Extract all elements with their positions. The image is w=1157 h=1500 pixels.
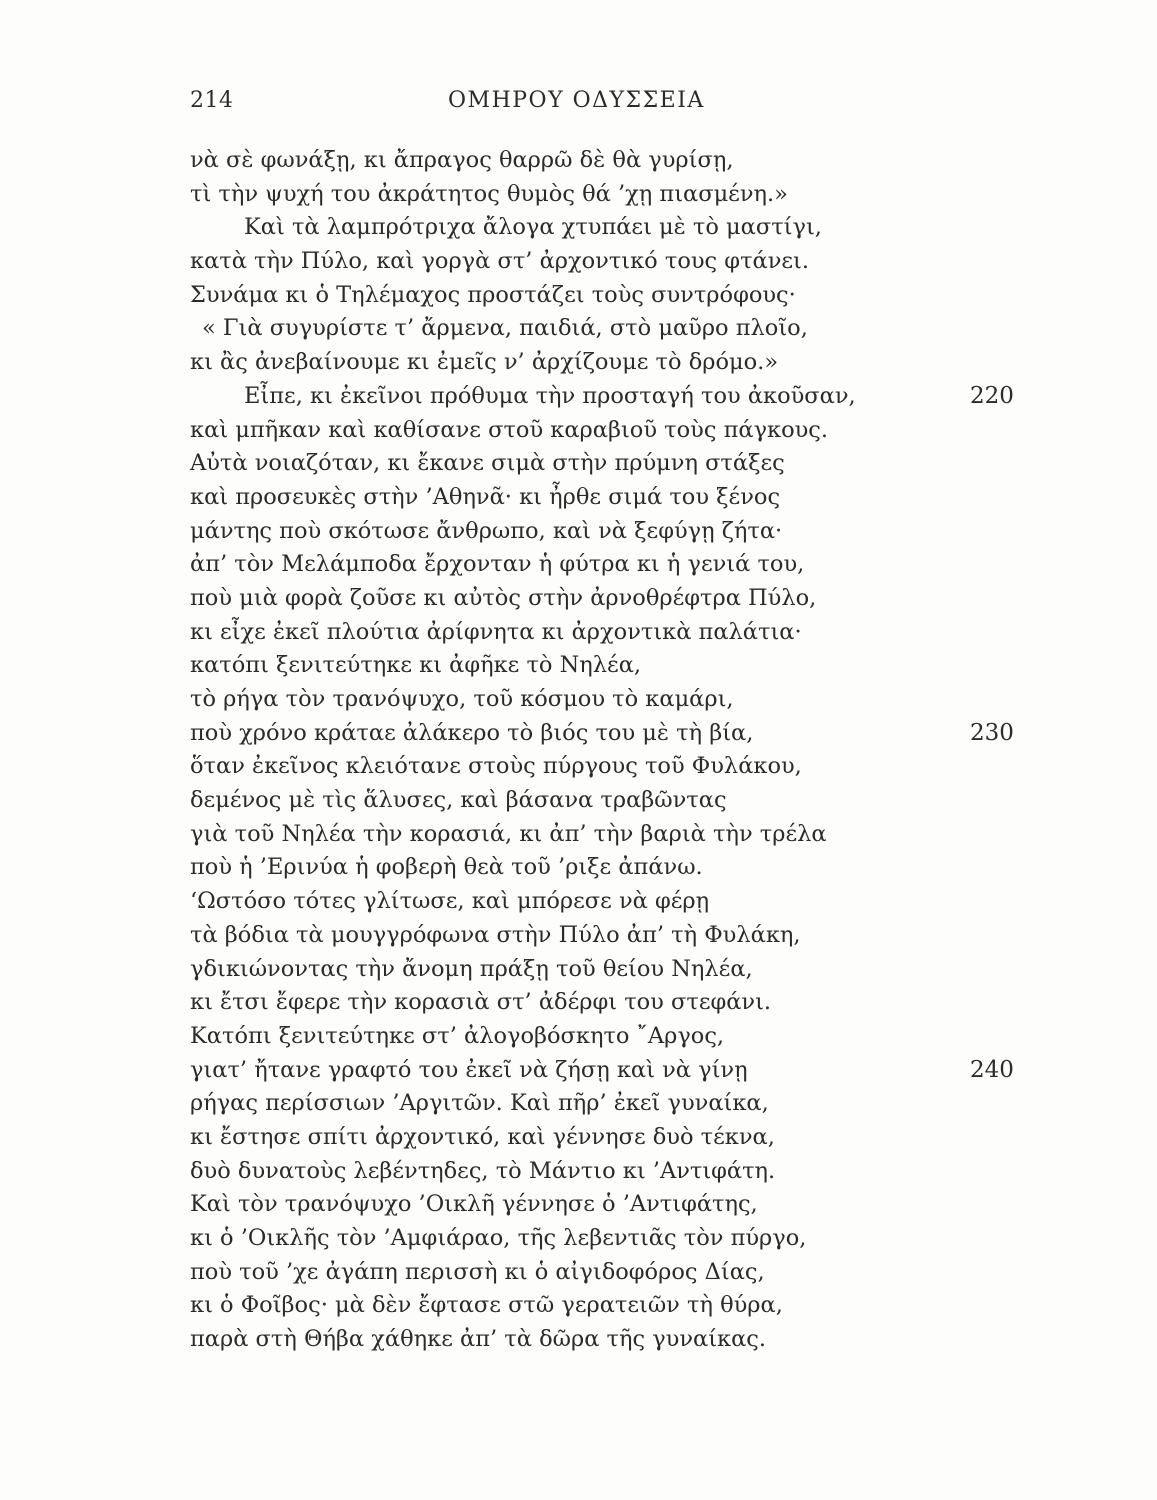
verse-line [190,1188,1030,1222]
verse-line [190,818,1030,852]
verse-text: Εἶπε, κι ἐκεῖνοι πρόθυμα τὴν προσταγή του ἀκοῦσαν, [244,382,856,409]
verse-line [190,346,1030,380]
verse-text: ποὺ ἡ ’Ερινύα ἡ φοβερὴ θεὰ τοῦ ’ριξε ἀπάνω. [190,854,703,881]
verse-line [190,1222,1030,1256]
verse-text: ποὺ μιὰ φορὰ ζοῦσε κι αὐτὸς στὴν ἀρνοθρέφτρα Πύλο, [190,584,817,611]
line-number: 240 [970,1056,1014,1083]
verse-text: ἀπ’ τὸν Μελάμποδα ἔρχονταν ἡ φύτρα κι ἡ γενιά του, [190,551,805,578]
verse-text: γδικιώνοντας τὴν ἄνομη πράξῃ τοῦ θείου Νηλέα, [190,955,753,982]
verse-line [190,1020,1030,1054]
verse-text: κι ὁ Φοῖβος· μὰ δὲν ἔφτασε στῶ γερατειῶν τὴ θύρα, [190,1292,783,1319]
verse-text: τὶ τὴν ψυχή του ἀκράτητος θυμὸς θά ’χῃ πιασμένη.» [190,180,788,207]
verse-line [190,953,1030,987]
verse-text: Αὐτὰ νοιαζόταν, κι ἔκανε σιμὰ στὴν πρύμνη στάξες [190,450,785,477]
verse-text: Συνάμα κι ὁ Τηλέμαχος προστάζει τοὺς συντρόφους· [190,281,796,308]
verse-line [190,380,1030,414]
verse-text: κι ἂς ἀνεβαίνουμε κι ἐμεῖς ν’ ἀρχίζουμε τὸ δρόμο.» [190,349,779,376]
verse-line [190,616,1030,650]
verse-text: παρὰ στὴ Θήβα χάθηκε ἀπ’ τὰ δῶρα τῆς γυναίκας. [190,1326,767,1353]
verse-text: καὶ προσευκὲς στὴν ’Αθηνᾶ· κι ἦρθε σιμά του ξένος [190,483,781,510]
verse-line [190,683,1030,717]
verse-text: « Γιὰ συγυρίστε τ’ ἄρμενα, παιδιά, στὸ μαῦρο πλοῖο, [202,315,808,342]
line-number: 230 [970,719,1014,746]
verse-line [190,447,1030,481]
verse-text: δεμένος μὲ τὶς ἅλυσες, καὶ βάσανα τραβῶντας [190,787,727,814]
verse-text: ρήγας περίσσιων ’Αργιτῶν. Καὶ πῆρ’ ἐκεῖ γυναίκα, [190,1090,769,1117]
verse-text: τὰ βόδια τὰ μουγγρόφωνα στὴν Πύλο ἀπ’ τὴ Φυλάκη, [190,921,801,948]
verse-text: κι εἶχε ἐκεῖ πλούτια ἀρίφνητα κι ἀρχοντικὰ παλάτια· [190,618,802,645]
verse-text: ποὺ τοῦ ’χε ἀγάπη περισσὴ κι ὁ αἰγιδοφόρος Δίας, [190,1258,765,1285]
verse-text: Καὶ τὰ λαμπρότριχα ἄλογα χτυπάει μὲ τὸ μαστίγι, [244,214,822,241]
page-header [190,88,830,118]
verse-block [190,144,1030,1357]
verse-line [190,582,1030,616]
verse-line [190,211,1030,245]
verse-line [190,1256,1030,1290]
verse-text: κι ὁ ’Οικλῆς τὸν ’Αμφιάραο, τῆς λεβεντιᾶς τὸν πύργο, [190,1225,807,1251]
verse-text: κατόπι ξενιτεύτηκε κι ἀφῆκε τὸ Νηλέα, [190,652,642,679]
verse-text: ποὺ χρόνο κράταε ἀλάκερο τὸ βιός του μὲ τὴ βία, [190,719,754,746]
verse-line [190,1054,1030,1088]
verse-text: καὶ μπῆκαν καὶ καθίσανε στοῦ καραβιοῦ τοὺς πάγκους. [190,416,829,443]
verse-line [190,312,1030,346]
verse-line [190,245,1030,279]
verse-text: νὰ σὲ φωνάξῃ, κι ἄπραγος θαρρῶ δὲ θὰ γυρίσῃ, [190,147,734,173]
verse-line [190,885,1030,919]
verse-line [190,1323,1030,1357]
verse-line [190,1087,1030,1121]
verse-text: γιατ’ ἤτανε γραφτό του ἐκεῖ νὰ ζήσῃ καὶ νὰ γίνῃ [190,1056,748,1083]
verse-text: Κατόπι ξενιτεύτηκε στ’ ἀλογοβόσκητο ῎Αργος, [190,1022,725,1049]
verse-line [190,178,1030,212]
verse-line [190,717,1030,751]
verse-text: δυὸ δυνατοὺς λεβέντηδες, τὸ Μάντιο κι ’Αντιφάτη. [190,1157,776,1184]
line-number: 220 [970,382,1014,409]
verse-line [190,784,1030,818]
verse-text: κατὰ τὴν Πύλο, καὶ γοργὰ στ’ ἀρχοντικό τους φτάνει. [190,248,810,275]
verse-line [190,1155,1030,1189]
verse-line [190,414,1030,448]
verse-text: ὅταν ἐκεῖνος κλειότανε στοὺς πύργους τοῦ Φυλάκου, [190,753,802,780]
verse-line [190,144,1030,178]
verse-text: ‘Ωστόσο τότες γλίτωσε, καὶ μπόρεσε νὰ φέρῃ [190,888,710,915]
verse-text: κι ἔτσι ἔφερε τὴν κορασιὰ στ’ ἀδέρφι του στεφάνι. [190,989,772,1016]
verse-text: τὸ ρήγα τὸν τρανόψυχο, τοῦ κόσμου τὸ καμάρι, [190,686,734,712]
verse-line [190,515,1030,549]
verse-line [190,986,1030,1020]
verse-text: μάντης ποὺ σκότωσε ἄνθρωπο, καὶ νὰ ξεφύγῃ ζήτα· [190,517,783,544]
verse-line [190,1289,1030,1323]
verse-line [190,548,1030,582]
page-number: 214 [190,88,234,113]
verse-text: γιὰ τοῦ Νηλέα τὴν κορασιά, κι ἀπ’ τὴν βαριὰ τὴν τρέλα [190,820,827,847]
verse-text: κι ἔστησε σπίτι ἀρχοντικό, καὶ γέννησε δυὸ τέκνα, [190,1123,775,1150]
verse-text: Καὶ τὸν τρανόψυχο ’Οικλῆ γέννησε ὁ ’Αντιφάτης, [190,1191,758,1218]
verse-line [190,481,1030,515]
verse-line [190,851,1030,885]
verse-line [190,1121,1030,1155]
verse-line [190,919,1030,953]
verse-line [190,750,1030,784]
running-title: ΟΜΗΡΟΥ ΟΔΥΣΣΕΙΑ [448,88,705,113]
verse-line [190,649,1030,683]
verse-line [190,279,1030,313]
